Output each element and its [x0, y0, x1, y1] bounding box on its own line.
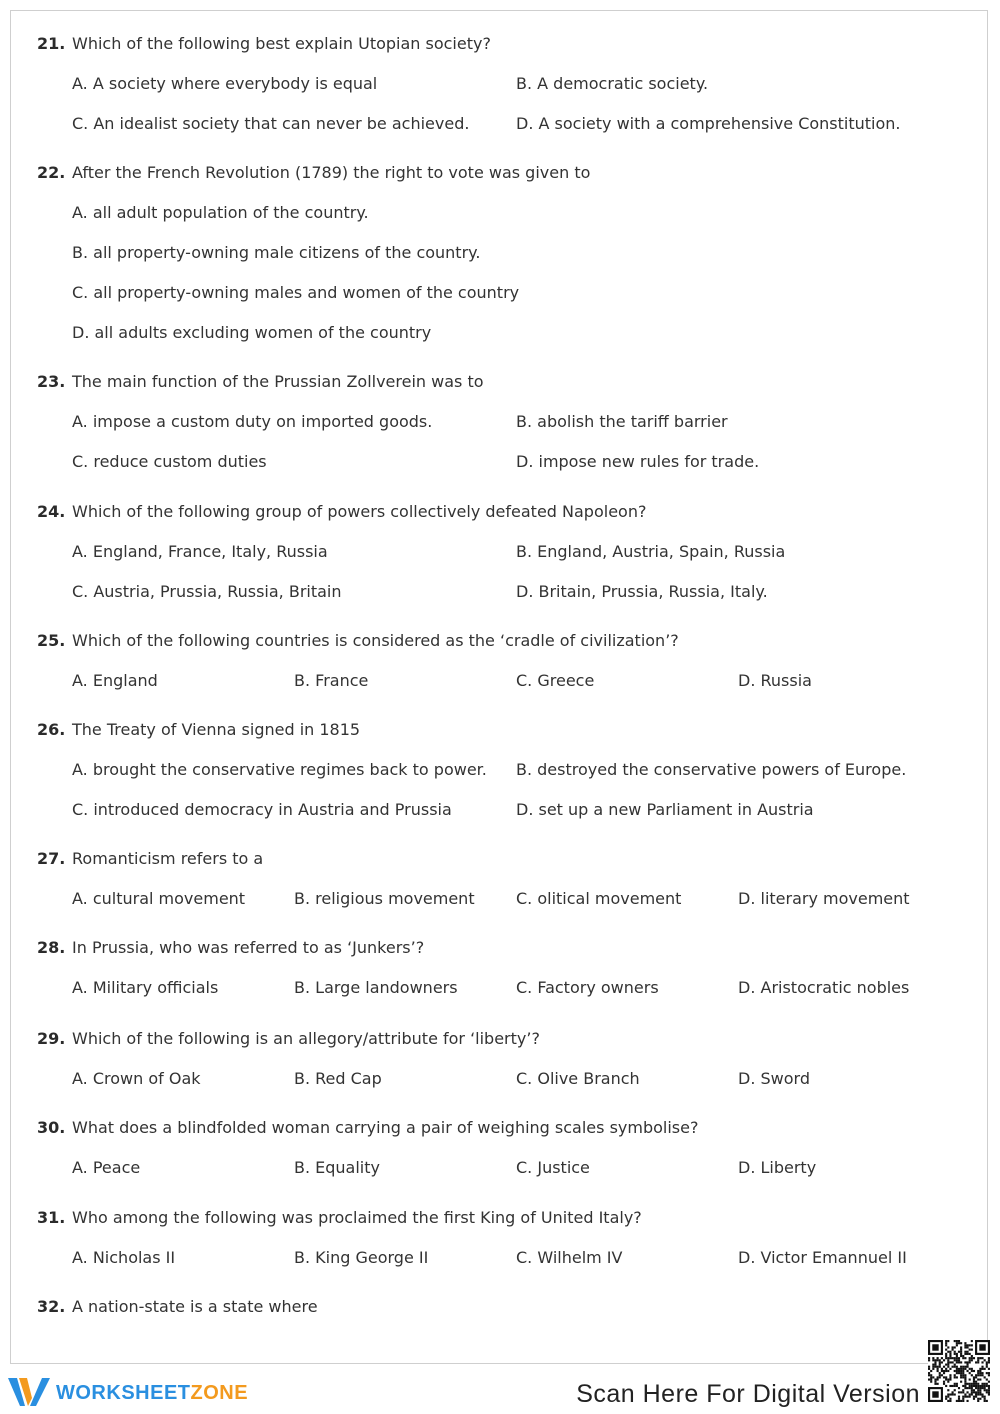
option-a[interactable]: A. Peace	[72, 1158, 141, 1177]
question-number: 21.	[37, 34, 66, 53]
question-text: A nation-state is a state where	[72, 1297, 318, 1316]
question-text: Which of the following countries is considered as the ‘cradle of civilization’?	[72, 631, 679, 650]
option-c[interactable]: C. Wilhelm IV	[516, 1248, 623, 1267]
question-number: 23.	[37, 372, 66, 391]
question-23	[37, 371, 967, 471]
option-c[interactable]: C. introduced democracy in Austria and Prussia	[72, 800, 452, 819]
qr-code-icon[interactable]	[928, 1340, 990, 1402]
option-b[interactable]: B. England, Austria, Spain, Russia	[516, 542, 786, 561]
option-a[interactable]: A. impose a custom duty on imported goods.	[72, 412, 433, 431]
question-32	[37, 1296, 967, 1318]
option-b[interactable]: B. destroyed the conservative powers of Europe.	[516, 760, 907, 779]
option-a[interactable]: A. Nicholas II	[72, 1248, 176, 1267]
option-c[interactable]: C. reduce custom duties	[72, 452, 267, 471]
option-d[interactable]: D. Sword	[738, 1069, 810, 1088]
option-c[interactable]: C. Olive Branch	[516, 1069, 640, 1088]
question-line	[37, 848, 967, 870]
question-line	[37, 937, 967, 959]
question-line	[37, 501, 967, 523]
option-d[interactable]: D. set up a new Parliament in Austria	[516, 800, 814, 819]
option-a[interactable]: A. all adult population of the country.	[72, 203, 369, 222]
question-text: Romanticism refers to a	[72, 849, 264, 868]
question-text: Who among the following was proclaimed the first King of United Italy?	[72, 1208, 642, 1227]
footer	[0, 1366, 1000, 1414]
question-line	[37, 630, 967, 652]
worksheetzone-logo	[8, 1376, 248, 1410]
option-d[interactable]: D. A society with a comprehensive Constitution.	[516, 114, 901, 133]
question-number: 30.	[37, 1118, 66, 1137]
option-c[interactable]: C. Austria, Prussia, Russia, Britain	[72, 582, 342, 601]
question-line	[37, 1117, 967, 1139]
question-number: 29.	[37, 1029, 66, 1048]
question-28	[37, 937, 967, 997]
question-number: 24.	[37, 502, 66, 521]
logo-text-worksheet: WORKSHEET	[56, 1381, 191, 1404]
question-text: Which of the following is an allegory/attribute for ‘liberty’?	[72, 1029, 540, 1048]
question-text: In Prussia, who was referred to as ‘Junkers’?	[72, 938, 425, 957]
option-d[interactable]: D. literary movement	[738, 889, 910, 908]
question-line	[37, 1028, 967, 1050]
question-number: 28.	[37, 938, 66, 957]
logo-text	[56, 1382, 248, 1405]
question-text: Which of the following best explain Utopian society?	[72, 34, 491, 53]
option-c[interactable]: C. Justice	[516, 1158, 590, 1177]
option-d[interactable]: D. all adults excluding women of the country	[72, 323, 432, 342]
option-a[interactable]: A. brought the conservative regimes back to power.	[72, 760, 487, 779]
question-29	[37, 1028, 967, 1088]
question-22	[37, 162, 967, 342]
question-25	[37, 630, 967, 690]
option-b[interactable]: B. religious movement	[294, 889, 475, 908]
option-c[interactable]: C. An idealist society that can never be achieved.	[72, 114, 470, 133]
question-26	[37, 719, 967, 819]
question-line	[37, 162, 967, 184]
logo-text-zone: ZONE	[190, 1381, 249, 1404]
scan-caption: Scan Here For Digital Version	[576, 1380, 920, 1408]
question-number: 22.	[37, 163, 66, 182]
option-c[interactable]: C. all property-owning males and women of the country	[72, 283, 520, 302]
option-b[interactable]: B. abolish the tariff barrier	[516, 412, 728, 431]
worksheet-page	[10, 10, 988, 1364]
question-27	[37, 848, 967, 908]
option-d[interactable]: D. Liberty	[738, 1158, 817, 1177]
question-line	[37, 371, 967, 393]
option-b[interactable]: B. A democratic society.	[516, 74, 709, 93]
option-b[interactable]: B. Red Cap	[294, 1069, 382, 1088]
option-a[interactable]: A. England, France, Italy, Russia	[72, 542, 328, 561]
option-c[interactable]: C. Factory owners	[516, 978, 659, 997]
question-text: Which of the following group of powers collectively defeated Napoleon?	[72, 502, 647, 521]
option-a[interactable]: A. Crown of Oak	[72, 1069, 201, 1088]
option-a[interactable]: A. Military officials	[72, 978, 219, 997]
question-number: 26.	[37, 720, 66, 739]
question-text: The main function of the Prussian Zollverein was to	[72, 372, 484, 391]
option-a[interactable]: A. England	[72, 671, 158, 690]
question-30	[37, 1117, 967, 1177]
question-24	[37, 501, 967, 601]
option-d[interactable]: D. Aristocratic nobles	[738, 978, 910, 997]
option-d[interactable]: D. Victor Emannuel II	[738, 1248, 907, 1267]
question-number: 27.	[37, 849, 66, 868]
option-d[interactable]: D. Russia	[738, 671, 812, 690]
question-31	[37, 1207, 967, 1267]
option-c[interactable]: C. olitical movement	[516, 889, 682, 908]
option-b[interactable]: B. France	[294, 671, 369, 690]
option-c[interactable]: C. Greece	[516, 671, 595, 690]
option-b[interactable]: B. Large landowners	[294, 978, 458, 997]
question-text: What does a blindfolded woman carrying a pair of weighing scales symbolise?	[72, 1118, 699, 1137]
question-21	[37, 33, 967, 133]
option-b[interactable]: B. Equality	[294, 1158, 380, 1177]
question-number: 31.	[37, 1208, 66, 1227]
option-a[interactable]: A. cultural movement	[72, 889, 246, 908]
option-a[interactable]: A. A society where everybody is equal	[72, 74, 378, 93]
question-text: After the French Revolution (1789) the right to vote was given to	[72, 163, 591, 182]
question-number: 25.	[37, 631, 66, 650]
question-text: The Treaty of Vienna signed in 1815	[72, 720, 361, 739]
option-d[interactable]: D. Britain, Prussia, Russia, Italy.	[516, 582, 768, 601]
logo-mark-icon	[8, 1376, 50, 1410]
question-line	[37, 719, 967, 741]
question-line	[37, 1207, 967, 1229]
option-b[interactable]: B. King George II	[294, 1248, 429, 1267]
option-d[interactable]: D. impose new rules for trade.	[516, 452, 760, 471]
question-line	[37, 1296, 967, 1318]
option-b[interactable]: B. all property-owning male citizens of the country.	[72, 243, 481, 262]
question-line	[37, 33, 967, 55]
question-number: 32.	[37, 1297, 66, 1316]
